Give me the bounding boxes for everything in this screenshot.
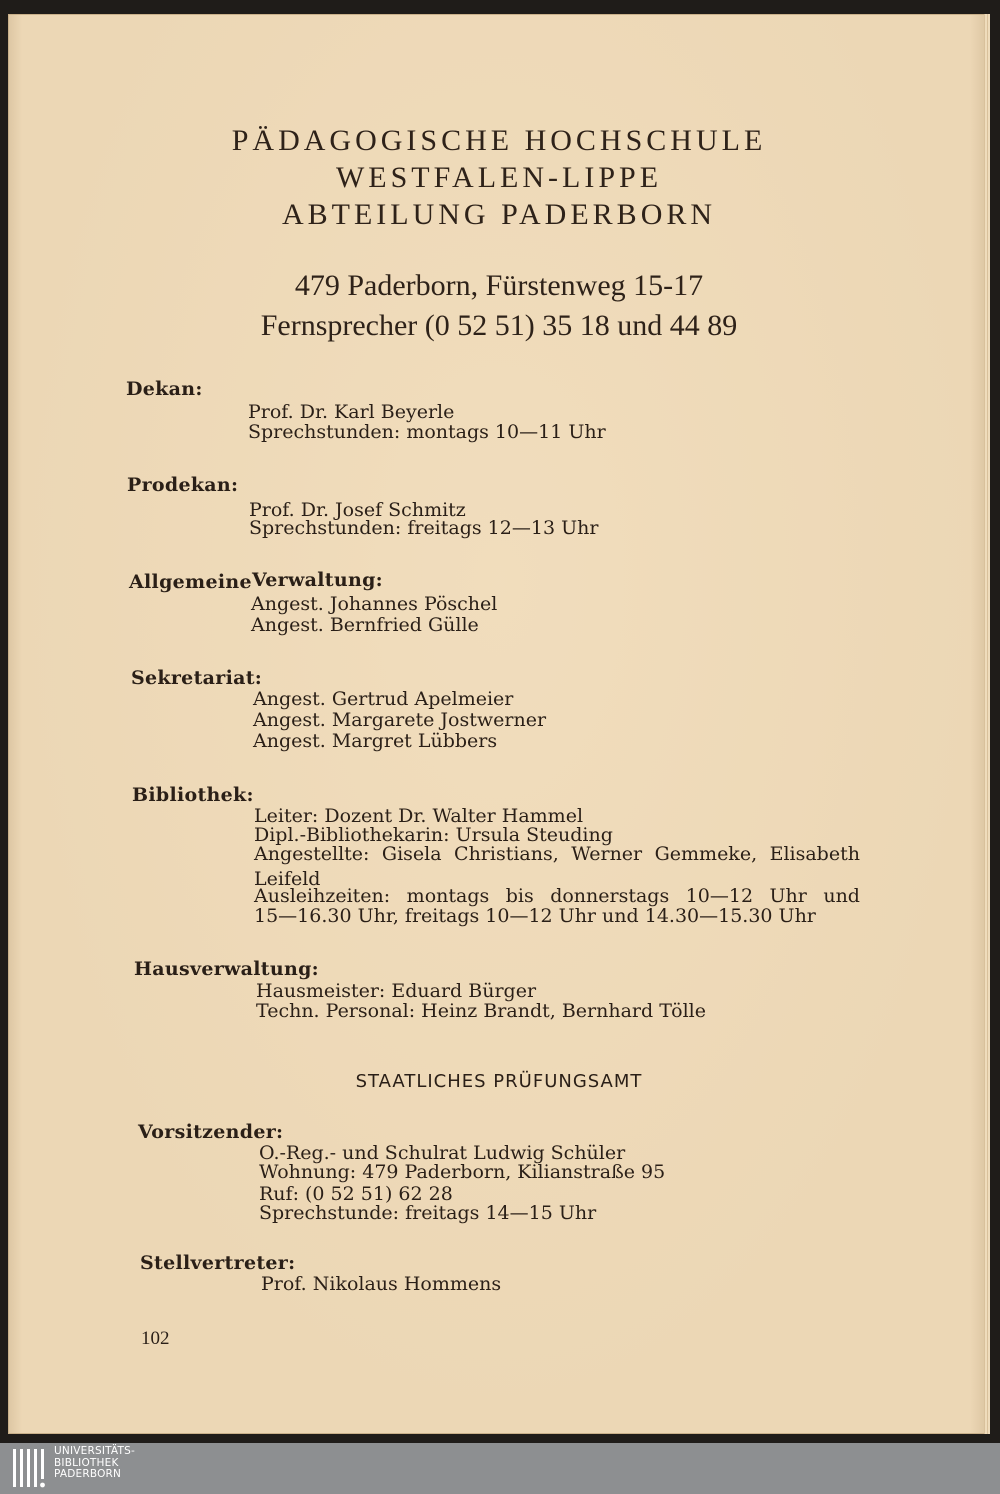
address-block (8, 266, 990, 346)
hausverwaltung-label: Hausverwaltung: (134, 958, 319, 980)
dekan-name: Prof. Dr. Karl Beyerle (248, 401, 455, 423)
word: und (823, 885, 860, 907)
stellvertreter-name: Prof. Nikolaus Hommens (261, 1273, 502, 1295)
word: Gemmeke, (654, 843, 758, 865)
vorsitzender-name: O.-Reg.- und Schulrat Ludwig Schüler (259, 1142, 626, 1164)
title-line-3: ABTEILUNG PADERBORN (281, 198, 717, 231)
book-page (8, 14, 990, 1434)
word: Gisela (381, 843, 442, 865)
institution-title (8, 122, 990, 233)
title-line-2: WESTFALEN-LIPPE (335, 161, 663, 194)
dekan-label: Dekan: (126, 378, 203, 400)
bibliothek-ausleihzeiten (254, 886, 860, 907)
stellvertreter-label: Stellvertreter: (140, 1252, 296, 1274)
street-address: 479 Paderborn, Fürstenweg 15-17 (294, 269, 704, 302)
word: bis (505, 885, 534, 907)
vorsitzender-sprechstunde: Sprechstunde: freitags 14—15 Uhr (259, 1202, 597, 1224)
library-logo-icon (12, 1447, 48, 1489)
phone-number: Fernsprecher (0 52 51) 35 18 und 44 89 (260, 309, 738, 342)
prodekan-name: Prof. Dr. Josef Schmitz (249, 499, 466, 521)
word: Werner (571, 843, 643, 865)
bibliothek-bibliothekarin: Dipl.-Bibliothekarin: Ursula Steuding (254, 824, 613, 846)
vorsitzender-wohnung: Wohnung: 479 Paderborn, Kilianstraße 95 (259, 1161, 666, 1183)
page-number: 102 (141, 1328, 170, 1349)
word: Ausleihzeiten: (254, 885, 391, 907)
dekan-hours: Sprechstunden: montags 10—11 Uhr (248, 421, 606, 443)
verwaltung-entry-2: Angest. Bernfried Gülle (251, 614, 479, 636)
word: Christians, (454, 843, 559, 865)
vorsitzender-label: Vorsitzender: (138, 1121, 284, 1143)
word: Angestellte: (254, 843, 370, 865)
hausverwaltung-hausmeister: Hausmeister: Eduard Bürger (256, 980, 537, 1002)
logo-line-3: PADERBORN (54, 1468, 122, 1480)
verwaltung-label-a: Allgemeine (129, 571, 252, 593)
library-footer (0, 1443, 1000, 1494)
logo-line-1: UNIVERSITÄTS- (54, 1445, 135, 1457)
word: Elisabeth (769, 843, 860, 865)
sekretariat-entry-1: Angest. Gertrud Apelmeier (253, 688, 514, 710)
title-line-1: PÄDAGOGISCHE HOCHSCHULE (231, 124, 767, 157)
bibliothek-angestellte (254, 844, 860, 865)
verwaltung-entry-1: Angest. Johannes Pöschel (251, 593, 498, 615)
word: montags (406, 885, 490, 907)
library-logo-text (54, 1446, 135, 1481)
bibliothek-leifeld: Leifeld (254, 868, 321, 890)
logo-line-2: BIBLIOTHEK (54, 1456, 119, 1469)
prodekan-label: Prodekan: (127, 474, 239, 496)
bibliothek-label: Bibliothek: (132, 784, 254, 806)
bibliothek-oeffnungszeiten: 15—16.30 Uhr, freitags 10—12 Uhr und 14.30—15.30 Uhr (254, 905, 816, 927)
prodekan-hours: Sprechstunden: freitags 12—13 Uhr (249, 517, 599, 539)
pruefungsamt-heading: STAATLICHES PRÜFUNGSAMT (355, 1071, 643, 1092)
sekretariat-label: Sekretariat: (131, 667, 263, 689)
vorsitzender-ruf: Ruf: (0 52 51) 62 28 (259, 1183, 453, 1205)
sekretariat-entry-2: Angest. Margarete Jostwerner (253, 709, 547, 731)
word: Uhr (769, 885, 807, 907)
word: donnerstags (550, 885, 670, 907)
word: 10—12 (685, 885, 754, 907)
bibliothek-leiter: Leiter: Dozent Dr. Walter Hammel (254, 805, 584, 827)
hausverwaltung-personal: Techn. Personal: Heinz Brandt, Bernhard Tölle (256, 1000, 706, 1022)
sekretariat-entry-3: Angest. Margret Lübbers (253, 730, 498, 752)
verwaltung-label-b: Verwaltung: (252, 569, 383, 591)
